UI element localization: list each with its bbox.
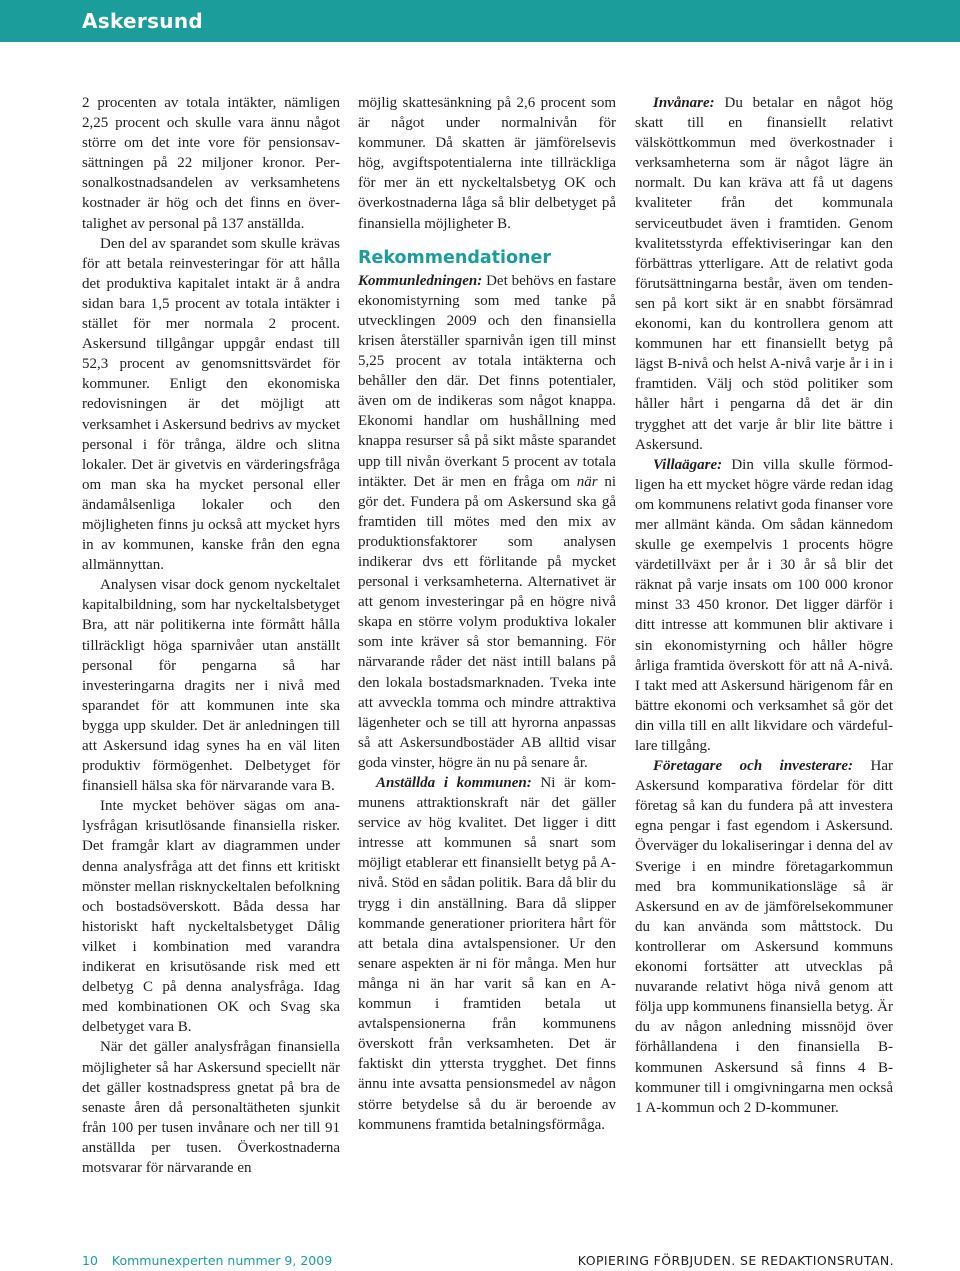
page-footer: [82, 1253, 894, 1271]
page-number: 10: [82, 1253, 98, 1268]
copyright-notice: KOPIERING FÖRBJUDEN. SE REDAKTIONSRUTAN.: [577, 1253, 894, 1268]
footer-publication-info: [82, 1253, 332, 1268]
paragraph-text: Har Askersund komparativa fördelar för ditt företag så kan du fundera på att investera egna pengar i fast egendom i Askersund. Överväger du lokaliseringar i denna del av Sverige i en mindre företagarkommun med bra kommunikationsläge så är Askersund en av de jämförelsekommuner du kan använda som måttstock. Du kontrollerar om Askersund kommuns ekonomi fortsätter att utvecklas på nuvarande relativt höga nivå genom att följa upp kommunens finansiella betyg. Är du av någon anledning missnöjd över förhållandena i den finansiella B-kommunen Askersund så finns 4 B-kommuner till i omgivningarna men också 1 A-kommun och 2 D-kommuner.: [635, 758, 893, 1116]
paragraph-lead: Invånare:: [653, 95, 715, 111]
publication-name: Kommunexperten nummer 9, 2009: [111, 1253, 333, 1268]
paragraph: [358, 271, 616, 773]
paragraph: möjlig skattesänkning på 2,6 procent som är något under normalnivån för kommuner. Då skatten är jämförelsevis hög, avgiftspotentialerna inte tillräckliga för mer än ett nyckeltalsbetyg OK och överkostnaderna låga så blir delbetyget på finansiella möjligheter B.: [358, 95, 616, 232]
paragraph-text: Din villa skulle förmodligen ha ett mycket högre värde redan idag om kommunens relativt goda finanser vore mer allmänt kända. Om sådan kännedom skulle ge exempelvis 1 procents högre värdetillväxt per år i 30 år så blir det räknat på varje insats om 100 000 kronor minst 33 450 kronor. Det ligger därför i ditt intresse att kommunen blir aktivare i sin ekonomistyrning och håller högre årliga framtida överskott för att nå A-nivå. I takt med att Askersund härigenom får en bättre ekonomi och verksamhet så gör det din villa till en allt likvidare och värdefullare tillgång.: [635, 456, 893, 754]
paragraph: [635, 455, 893, 756]
page-title: Askersund: [82, 9, 203, 33]
paragraph-text: Ni är kommunens attraktionskraft när det gäller service av hög kvalitet. Det ligger i ditt intresse att kommunen så snart som möjligt etablerar ett finansiellt betyg på A-nivå. Stöd en sådan politik. Bara då blir du trygg i din anställning. Bara då slipper kommande generationer prioritera hårt för att betala dina avtalspensioner. Ur den senare aspekten är ni för många. Men hur många ni än har varit så kan en A-kommun i framtiden betala ut avtalspensionerna från kommunens överskott från verksamheten. Det är faktiskt din yttersta trygghet. Det finns ännu inte avsatta pensionsmedel av någon större betydelse så du är beroende av kommunens framtida betalningsförmåga.: [358, 775, 617, 1133]
section-heading: Rekommendationer: [358, 247, 552, 268]
text-column-3: [635, 93, 893, 1118]
paragraph: 2 procenten av totala intäkter, nämligen 2,25 procent och skulle vara ännu något större om det inte vore för pensionsavsättningen på 22 miljoner kronor. Personalkostnadsandelen av verksamhetens kostnader är hög och det finns en övertalighet av personal på 137 anställda.: [82, 95, 340, 232]
paragraph: När det gäller analysfrågan finansiella möjligheter så har Askersund speciellt när det gäller kostnadspress gnetat på bra de senaste åren då personaltätheten sjunkit från 100 per tusen invånare och ner till 91 anställda per tusen. Överkostnaderna motsvarar för närvarande en: [82, 1039, 340, 1176]
text-column-2: [358, 93, 616, 1135]
paragraph: [635, 756, 893, 1118]
paragraph-lead: Kommunledningen:: [358, 272, 483, 289]
paragraph-lead: Villaägare:: [653, 456, 723, 473]
paragraph: Inte mycket behöver sägas om analysfrågan krisutlösande finansiella risker. Det framgår klart av diagrammen under denna analysfråga att det finns ett kritiskt mönster mellan risknyckeltalen befolkning och bostadsöverskott. Båda dessa har historiskt haft nyckeltalsbetyget Dålig vilket i kombination med varandra indikerat en krisutösande risk med ett delbetyg C på denna analysfråga. Idag med kombinationen OK och Svag ska delbetyget vara B.: [82, 798, 340, 1036]
paragraph: [635, 93, 893, 455]
paragraph: Analysen visar dock genom nyckeltalet kapitalbildning, som har nyckeltalsbetyget Bra, att när politikerna inte förmått hålla tillräckligt höga sparnivåer utan anställt personal för pengarna så har investeringarna dragits ner i nivå med sparandet för att kommunen inte ska bygga upp skulder. Det är anledningen till att Askersund idag synes ha en väl liten produktiv förmögenhet. Delbetyget för finansiell hälsa ska för närvarande vara B.: [82, 577, 340, 795]
paragraph-text: ni gör det. Fundera på om Askersund ska gå framtiden till mötes med den mix av produktionsfaktorer som analysen indikerar dvs ett förlitande på mycket personal i verksamheterna. Alternativet är att genom investeringar på en högre nivå skapa en större volym produktiva lokaler som inte kräver så stor bemanning. För närvarande råder det näst intill balans på den lokala bostadsmarknaden. Tveka inte att avveckla tomma och mindre attraktiva lägenheter och se till att hyrorna anpassas så att Askersundbostäder AB alltid visar goda vinster, högre än nu på senare år.: [358, 473, 616, 771]
paragraph: Den del av sparandet som skulle krävas för att betala reinvesteringar för att hålla det produktiva kapitalet intakt är å andra sidan bara 1,5 procent av totala intäkter i stället för mer normala 2 procent. Askersund tillgångar uppgår endast till 52,3 procent av genomsnittsvärdet för kommuner. Enligt den ekonomiska redovisningen är det möjligt att verksamhet i Askersund bedrivs av mycket personal i för trånga, äldre och slitna lokaler. Det är givetvis en värderingsfråga om man ska ha mycket personal eller ändamålsenliga lokaler och den möjligheten finns ju också att mycket hyrs in av kommunen, kanske från den egna allmännyttan.: [82, 235, 340, 574]
paragraph-lead: Företagare och investerare:: [653, 758, 853, 775]
text-column-1: [82, 93, 340, 1178]
paragraph-text: Det behövs en fastare ekonomistyrning som med tanke på utvecklingen 2009 och den finansiella krisen återställer sparnivån igen till minst 5,25 procent av totala intäkterna och behåller den där. Det finns potentialer, även om de indikeras som något knappa. Ekonomi handlar om hushållning med knappa resurser så på sikt måste sparandet upp till nivån överkant 5 procent av totala intäkter. Det är men en fråga om: [358, 272, 616, 490]
emphasis-text: när: [576, 473, 598, 490]
paragraph: [358, 773, 616, 1135]
paragraph-lead: Anställda i kommunen:: [376, 775, 532, 791]
paragraph-text: Du betalar en något hög skatt till en finansiellt relativt välsköttkommun med överkostnader i verksamheterna som är något lägre än normalt. Du kan kräva att få ut dagens kvaliteter från det kommunala serviceutbudet även i framtiden. Genom kvalitetsstyrda effektiviseringar kan den förbättras ytterligare. Att de relativt goda förutsättningarna består, även om tendensen på kort sikt är en snabbt försämrad ekonomi, kan du kontrollera genom att kommunen har ett finansiellt betyg på lägst B-nivå och helst A-nivå varje år i in i framtiden. Välj och stöd politiker som håller hårt i pengarna då det är din trygghet att det varje år blir lite bättre i Askersund.: [635, 95, 893, 453]
